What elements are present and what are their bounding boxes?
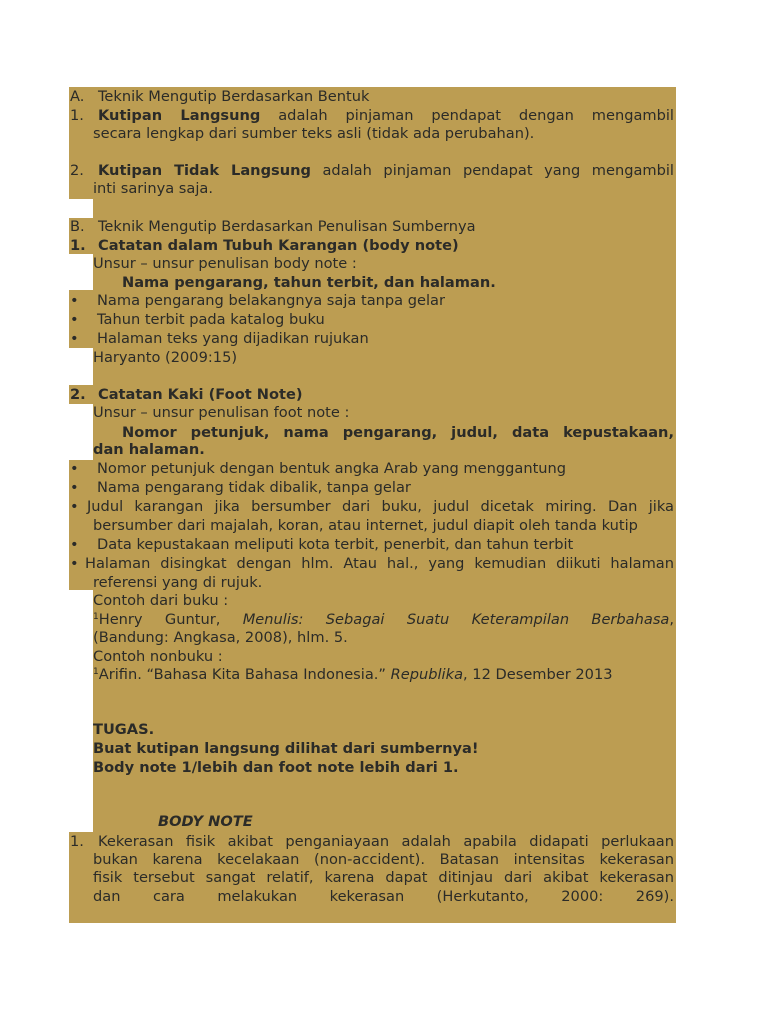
body-note-bullet-1: Nama pengarang belakangnya saja tanpa gelar — [97, 292, 445, 309]
section-a-marker: A. — [70, 88, 85, 105]
body-note-item-line-4: dan cara melakukan kekerasan (Herkutanto, 2000: 269). — [93, 888, 674, 905]
bullet-icon: • — [70, 311, 79, 328]
foot-note-bullet-4: Data kepustakaan meliputi kota terbit, penerbit, dan tahun terbit — [97, 536, 574, 553]
item-2-line-1 — [98, 162, 674, 181]
bullet-icon: • — [70, 330, 79, 347]
body-note-example: Haryanto (2009:15) — [93, 349, 238, 366]
body-note-bullet-3: Halaman teks yang dijadikan rujukan — [97, 330, 369, 347]
foot-note-title: Catatan Kaki (Foot Note) — [98, 386, 303, 403]
bullet-icon: • — [70, 479, 79, 496]
body-note-elements: Nama pengarang, tahun terbit, dan halaman. — [122, 274, 496, 291]
nonbook-example-label: Contoh nonbuku : — [93, 648, 223, 665]
body-note-intro: Unsur – unsur penulisan body note : — [93, 255, 357, 272]
body-note-item-line-3: fisik tersebut sangat relatif, karena dapat ditinjau dari akibat kekerasan — [93, 869, 674, 886]
book-example-label: Contoh dari buku : — [93, 592, 229, 609]
foot-note-bullet-2: Nama pengarang tidak dibalik, tanpa gelar — [97, 479, 411, 496]
foot-note-bullet-1: Nomor petunjuk dengan bentuk angka Arab yang menggantung — [97, 460, 567, 477]
item-2-line-2: inti sarinya saja. — [93, 180, 213, 197]
body-note-item-number: 1. — [70, 833, 84, 850]
footnote-marker: 1 — [93, 667, 99, 677]
body-note-number: 1. — [70, 237, 86, 254]
highlight-band-gap-a — [93, 199, 676, 218]
section-a-heading: Teknik Mengutip Berdasarkan Bentuk — [98, 88, 370, 105]
book-example-line-1 — [93, 611, 674, 630]
bullet-icon: • — [70, 292, 79, 309]
item-2-number: 2. — [70, 162, 84, 179]
bullet-icon: • — [70, 498, 79, 515]
book-example-comma: , — [669, 611, 675, 628]
book-example-author: Henry Guntur, — [98, 611, 221, 628]
item-1-text: adalah pinjaman pendapat dengan mengambil — [260, 107, 674, 124]
book-example-title: Menulis: Sebagai Suatu Keterampilan Berbahasa — [242, 611, 670, 628]
item-1-line-1 — [98, 107, 674, 126]
tugas-line-1: Buat kutipan langsung dilihat dari sumbernya! — [93, 740, 479, 757]
body-note-item-line-1: Kekerasan fisik akibat penganiayaan adalah apabila didapati perlukaan — [98, 833, 674, 850]
foot-note-bullet-5: Halaman disingkat dengan hlm. Atau hal., yang kemudian diikuti halaman — [85, 555, 674, 572]
body-note-section-title: BODY NOTE — [158, 813, 253, 830]
footnote-marker: 1 — [93, 612, 99, 622]
tugas-line-2: Body note 1/lebih dan foot note lebih dari 1. — [93, 759, 459, 776]
item-1-line-2: secara lengkap dari sumber teks asli (tidak ada perubahan). — [93, 125, 535, 142]
body-note-title: Catatan dalam Tubuh Karangan (body note) — [98, 237, 459, 254]
foot-note-bullet-3: Judul karangan jika bersumber dari buku, judul dicetak miring. Dan jika — [87, 498, 674, 515]
body-note-item-line-2: bukan karena kecelakaan (non-accident). Batasan intensitas kekerasan — [93, 851, 674, 868]
nonbook-example-line — [93, 666, 613, 685]
tugas-title: TUGAS. — [93, 721, 155, 738]
bullet-icon: • — [70, 555, 79, 572]
section-b-heading: Teknik Mengutip Berdasarkan Penulisan Sumbernya — [98, 218, 476, 235]
item-2-text: adalah pinjaman pendapat yang mengambil — [310, 162, 674, 179]
foot-note-bullet-5-cont: referensi yang di rujuk. — [93, 574, 263, 591]
nonbook-example-source: Republika — [390, 666, 464, 683]
foot-note-bullet-3-cont: bersumber dari majalah, koran, atau internet, judul diapit oleh tanda kutip — [93, 517, 638, 534]
foot-note-number: 2. — [70, 386, 86, 403]
foot-note-elements-line-1: Nomor petunjuk, nama pengarang, judul, data kepustakaan, — [122, 424, 674, 441]
book-example-publisher: (Bandung: Angkasa, 2008), hlm. 5. — [93, 629, 348, 646]
item-1-term: Kutipan Langsung — [98, 107, 261, 124]
bullet-icon: • — [70, 460, 79, 477]
item-1-number: 1. — [70, 107, 84, 124]
bullet-icon: • — [70, 536, 79, 553]
nonbook-example-date: , 12 Desember 2013 — [463, 666, 613, 683]
nonbook-example-text: Arifin. “Bahasa Kita Bahasa Indonesia.” — [98, 666, 391, 683]
foot-note-intro: Unsur – unsur penulisan foot note : — [93, 404, 350, 421]
item-2-term: Kutipan Tidak Langsung — [98, 162, 311, 179]
body-note-bullet-2: Tahun terbit pada katalog buku — [97, 311, 325, 328]
section-b-marker: B. — [70, 218, 85, 235]
foot-note-elements-line-2: dan halaman. — [93, 441, 205, 458]
